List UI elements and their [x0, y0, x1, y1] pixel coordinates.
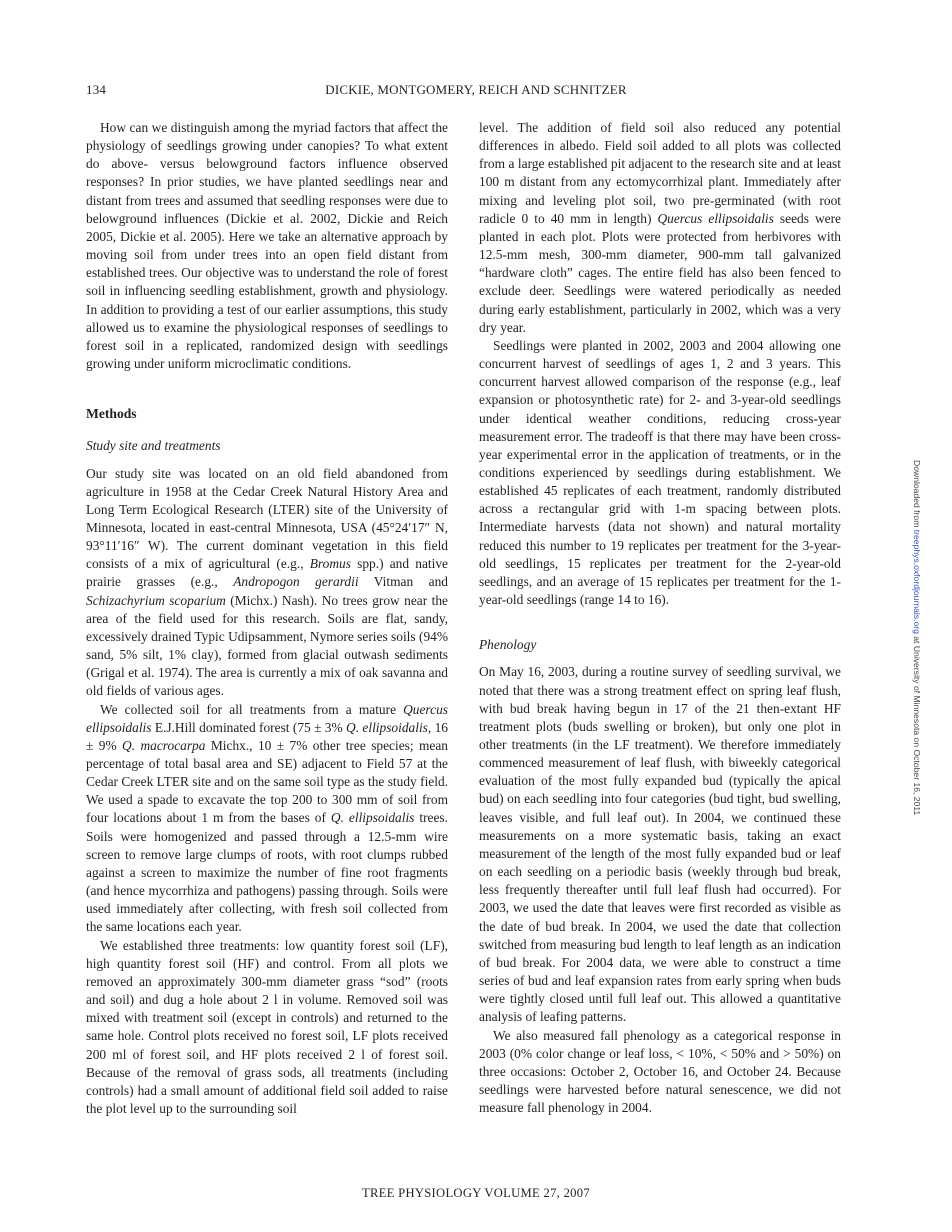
right-column — [479, 119, 841, 1117]
planting-paragraph: Seedlings were planted in 2002, 2003 and 2004 allowing one concurrent harvest of seedlings of ages 1, 2 and 3 years. This concurrent harvest allowed comparison of the response (e.g., leaf expansion or photosynthetic rate) for 2- and 3-year-old seedlings under identical weather conditions, reducing cross-year measurement error. The tradeoff is that there may have been cross-year experimental error in the application of treatments, or in the conditions experienced by seedlings during establishment. We established 45 replicates of each treatment, randomly distributed across a rectangular grid with 1-m spacing between plots. Intermediate harvests (data not shown) and natural mortality reduced this number to 19 replicates per treatment for the 3-year-old seedlings, 15 replicates per treatment for the 2-year-old seedlings, and an average of 15 replicates per treatment for the 1-year-old seedlings (range 14 to 16). — [479, 337, 841, 608]
study-site-subheading: Study site and treatments — [86, 438, 221, 454]
soil-collection-paragraph: We collected soil for all treatments from a mature Quercus ellipsoidalis E.J.Hill dominated forest (75 ± 3% Q. ellipsoidalis, 16 ± 9% Q. macrocarpa Michx., 10 ± 7% other tree species; mean percentage of total basal area and SE) adjacent to Field 57 at the Cedar Creek LTER site and on the same soil type as the study field. We used a spade to excavate the top 200 to 300 mm of soil from four locations about 1 m from the bases of Q. ellipsoidalis trees. Soils were homogenized and passed through a 12.5-mm wire screen to remove large clumps of roots, with root clumps rubbed against a screen to maximize the number of fine root fragments (and hence mycorrhiza and pathogens) passing through. Soils were used immediately after collecting, with fresh soil collected from the same locations each year. — [86, 701, 449, 935]
left-column — [86, 119, 448, 1118]
running-title: DICKIE, MONTGOMERY, REICH AND SCHNITZER — [325, 82, 627, 97]
download-watermark: Downloaded from treephys.oxfordjournals.org at University of Minnesota on October 16, 2011 — [912, 460, 922, 816]
continued-paragraph: level. The addition of field soil also reduced any potential differences in albedo. Field soil added to all plots was collected from a large established pit adjacent to the research site and at least 100 m distant from any ectomycorrhizal plant. Immediately after mixing and leveling plot soil, two pre-germinated (with root radicle 0 to 40 mm in length) Quercus ellipsoidalis seeds were planted in each plot. Plots were protected from herbivores with 12.5-mm mesh, 300-mm diameter, 900-mm tall galvanized “hardware cloth” cages. The entire field has also been fenced to exclude deer. Seedlings were watered periodically as needed during early establishment, particularly in 2002, which was a very dry year. — [479, 120, 841, 335]
phenology-paragraph: On May 16, 2003, during a routine survey of seedling survival, we noted that there was a strong treatment effect on spring leaf flush, with bud break having begun in 17 of the 21 then-extant HF treatment plots (buds swelling or broken), but only one plot in other treatments (in the LF treatment). We therefore immediately commenced measurement of leaf flush, with biweekly categorical evaluation of the most fully expanded bud (typically the apical bud) on each seedling into four categories (bud tight, bud swelling, leaves visible, and full leaf out). In 2004, we continued these measurements on a more systematic basis, taking an exact measurement of the length of the most fully expanded bud or leaf on each seedling on a periodic basis (weekly through bud break, less frequently thereafter until full leaf flush had occurred). For 2003, we used the date that leaves were first recorded as visible as the date of bud break. In 2004, we used the date that collection switched from measuring bud length to leaf length as an indication of bud break. For 2004 data, we were able to construct a time series of bud and leaf expansion rates from early spring when buds were tightly closed until full leaf out. This allowed a quantitative analysis of leafing patterns. — [479, 664, 841, 1025]
phenology-subheading: Phenology — [479, 637, 537, 653]
treatment-paragraph: We established three treatments: low quantity forest soil (LF), high quantity forest soil (HF) and control. From all plots we removed an approximately 300-mm diameter grass “sod” (roots and soil) and dug a hole about 2 l in volume. Removed soil was mixed with treatment soil (except in controls) and returned to the same hole. Control plots received no forest soil, LF plots received 200 ml of forest soil, and HF plots received 2 l of forest soil. Because of the removal of grass sods, all treatments (including controls) had a small amount of additional field soil added to raise the plot level up to the surrounding soil — [86, 937, 448, 1116]
intro-paragraph: How can we distinguish among the myriad factors that affect the physiology of seedlings growing under canopies? To what extent do above- versus belowground factors influence observed responses? In prior studies, we have planted seedlings near and distant from trees and assumed that seedling responses were due to belowground influences (Dickie et al. 2002, Dickie and Reich 2005, Dickie et al. 2005). Here we take an alternative approach by moving soil from under trees into an open field distant from established trees. Our objective was to understand the role of forest soil in influencing seedling establishment, growth and physiology. In addition to providing a test of our earlier assumptions, this study allowed us to examine the physiological responses of seedlings to forest soil in a replicated, randomized design with seedlings growing under uniform microclimatic conditions. — [86, 120, 448, 372]
page-number: 134 — [86, 82, 107, 97]
methods-heading: Methods — [86, 406, 137, 422]
fall-phenology-paragraph: We also measured fall phenology as a categorical response in 2003 (0% color change or leaf loss, < 10%, < 50% and > 50%) on three occasions: October 2, October 16, and October 24. Because seedlings were harvested before natural senescence, we did not measure fall phenology in 2004. — [479, 1027, 841, 1116]
site-paragraph: Our study site was located on an old field abandoned from agriculture in 1958 at the Cedar Creek Natural History Area and Long Term Ecological Research (LTER) site of the University of Minnesota, located in east-central Minnesota, USA (45°24′17″ N, 93°11′16″ W). The current dominant vegetation in this field consists of a mix of agricultural (e.g., Bromus spp.) and native prairie grasses (e.g., Andropogon gerardii Vitman and Schizachyrium scoparium (Michx.) Nash). No trees grow near the area of the field used for this research. Soils are flat, sandy, excessively drained Typic Udipsamment, Nymore series soils (94% sand, 5% silt, 1% clay), formed from glacial outwash sediments (Grigal et al. 1974). The area is currently a mix of oak savanna and old fields of various ages. — [86, 465, 448, 699]
journal-link[interactable]: treephys.oxfordjournals.org — [912, 529, 922, 634]
journal-footer: TREE PHYSIOLOGY VOLUME 27, 2007 — [362, 1186, 590, 1200]
